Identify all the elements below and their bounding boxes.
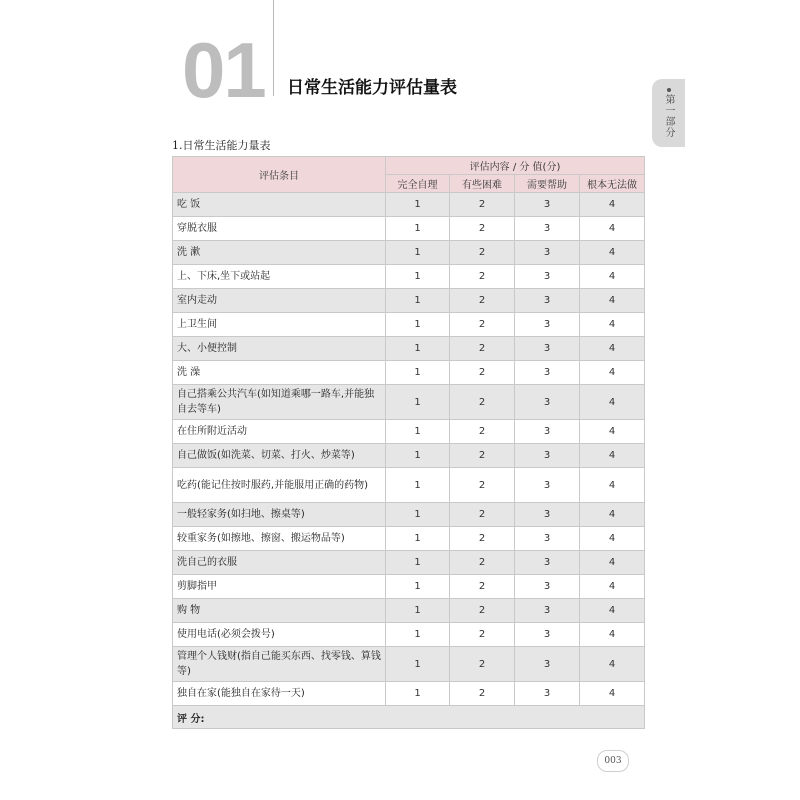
header-divider-line — [273, 0, 274, 96]
score-cell: 3 — [515, 551, 580, 575]
table-row — [173, 527, 645, 551]
score-cell: 2 — [450, 265, 515, 289]
score-cell: 2 — [450, 313, 515, 337]
item-cell: 独自在家(能独自在家待一天) — [173, 682, 386, 706]
item-cell: 一般轻家务(如扫地、擦桌等) — [173, 503, 386, 527]
bullet-dot-icon — [667, 88, 671, 92]
section-side-tab-label: 第一部分 — [663, 94, 674, 138]
table-row — [173, 313, 645, 337]
score-total-row — [173, 706, 645, 729]
score-cell: 3 — [515, 575, 580, 599]
score-cell: 1 — [386, 337, 450, 361]
table-row — [173, 289, 645, 313]
table-row — [173, 503, 645, 527]
score-cell: 3 — [515, 361, 580, 385]
item-cell: 洗 澡 — [173, 361, 386, 385]
score-cell: 3 — [515, 265, 580, 289]
score-cell: 4 — [580, 217, 645, 241]
score-cell: 2 — [450, 468, 515, 503]
score-cell: 3 — [515, 193, 580, 217]
page-number: 003 — [597, 750, 629, 772]
item-cell: 在住所附近活动 — [173, 420, 386, 444]
table-row — [173, 193, 645, 217]
score-cell: 1 — [386, 241, 450, 265]
score-cell: 1 — [386, 468, 450, 503]
item-cell: 吃 饭 — [173, 193, 386, 217]
score-cell: 1 — [386, 623, 450, 647]
item-cell: 使用电话(必须会拨号) — [173, 623, 386, 647]
chapter-title: 日常生活能力评估量表 — [287, 78, 457, 98]
score-cell: 2 — [450, 682, 515, 706]
score-cell: 2 — [450, 575, 515, 599]
item-cell: 上、下床,坐下或站起 — [173, 265, 386, 289]
score-cell: 1 — [386, 444, 450, 468]
table-row — [173, 265, 645, 289]
item-cell: 管理个人钱财(指自己能买东西、找零钱、算钱等) — [173, 647, 386, 682]
score-cell: 1 — [386, 289, 450, 313]
score-cell: 2 — [450, 361, 515, 385]
score-cell: 2 — [450, 241, 515, 265]
score-cell: 4 — [580, 599, 645, 623]
column-header: 根本无法做 — [580, 175, 645, 193]
item-column-header: 评估条目 — [173, 157, 386, 193]
score-cell: 4 — [580, 551, 645, 575]
section-side-tab — [652, 79, 685, 147]
score-cell: 3 — [515, 623, 580, 647]
score-cell: 2 — [450, 503, 515, 527]
adl-assessment-table — [172, 156, 645, 729]
table-caption: 1.日常生活能力量表 — [172, 139, 271, 152]
score-cell: 3 — [515, 337, 580, 361]
score-cell: 2 — [450, 385, 515, 420]
score-cell: 1 — [386, 313, 450, 337]
score-cell: 3 — [515, 241, 580, 265]
score-cell: 2 — [450, 444, 515, 468]
score-cell: 4 — [580, 361, 645, 385]
score-cell: 3 — [515, 444, 580, 468]
score-cell: 2 — [450, 599, 515, 623]
score-cell: 1 — [386, 503, 450, 527]
table-row — [173, 385, 645, 420]
table-row — [173, 337, 645, 361]
chapter-number: 01 — [182, 26, 265, 114]
score-cell: 4 — [580, 313, 645, 337]
column-header: 需要帮助 — [515, 175, 580, 193]
score-group-header: 评估内容 / 分 值(分) — [386, 157, 645, 175]
score-cell: 1 — [386, 551, 450, 575]
score-cell: 2 — [450, 289, 515, 313]
score-cell: 1 — [386, 599, 450, 623]
score-cell: 2 — [450, 337, 515, 361]
score-cell: 4 — [580, 289, 645, 313]
score-cell: 1 — [386, 647, 450, 682]
item-cell: 剪脚指甲 — [173, 575, 386, 599]
item-cell: 较重家务(如擦地、擦窗、搬运物品等) — [173, 527, 386, 551]
score-cell: 3 — [515, 503, 580, 527]
score-cell: 4 — [580, 682, 645, 706]
score-cell: 3 — [515, 217, 580, 241]
table-row — [173, 217, 645, 241]
score-cell: 4 — [580, 468, 645, 503]
score-cell: 1 — [386, 682, 450, 706]
score-total-label: 评 分: — [173, 706, 645, 729]
score-cell: 3 — [515, 385, 580, 420]
item-cell: 洗 漱 — [173, 241, 386, 265]
score-cell: 3 — [515, 420, 580, 444]
score-cell: 4 — [580, 337, 645, 361]
score-cell: 3 — [515, 289, 580, 313]
score-cell: 4 — [580, 503, 645, 527]
item-cell: 购 物 — [173, 599, 386, 623]
table-row — [173, 599, 645, 623]
item-cell: 洗自己的衣服 — [173, 551, 386, 575]
score-cell: 3 — [515, 682, 580, 706]
table-row — [173, 444, 645, 468]
score-cell: 4 — [580, 420, 645, 444]
score-cell: 2 — [450, 551, 515, 575]
score-cell: 3 — [515, 313, 580, 337]
score-cell: 2 — [450, 217, 515, 241]
table-row — [173, 361, 645, 385]
score-cell: 1 — [386, 361, 450, 385]
score-cell: 3 — [515, 468, 580, 503]
score-cell: 3 — [515, 647, 580, 682]
score-cell: 2 — [450, 623, 515, 647]
table-row — [173, 420, 645, 444]
table-row — [173, 551, 645, 575]
score-cell: 1 — [386, 217, 450, 241]
score-cell: 4 — [580, 647, 645, 682]
table-row — [173, 468, 645, 503]
score-cell: 1 — [386, 420, 450, 444]
score-cell: 2 — [450, 527, 515, 551]
item-cell: 穿脱衣服 — [173, 217, 386, 241]
score-cell: 1 — [386, 527, 450, 551]
score-cell: 4 — [580, 193, 645, 217]
column-header: 有些困难 — [450, 175, 515, 193]
score-cell: 2 — [450, 193, 515, 217]
item-cell: 自己搭乘公共汽车(如知道乘哪一路车,并能独自去等车) — [173, 385, 386, 420]
score-cell: 4 — [580, 265, 645, 289]
score-cell: 1 — [386, 193, 450, 217]
score-cell: 4 — [580, 385, 645, 420]
score-cell: 3 — [515, 527, 580, 551]
score-cell: 1 — [386, 385, 450, 420]
score-cell: 4 — [580, 623, 645, 647]
score-cell: 4 — [580, 527, 645, 551]
score-cell: 4 — [580, 241, 645, 265]
item-cell: 大、小便控制 — [173, 337, 386, 361]
table-row — [173, 682, 645, 706]
item-cell: 吃药(能记住按时服药,并能服用正确的药物) — [173, 468, 386, 503]
item-cell: 上卫生间 — [173, 313, 386, 337]
table-row — [173, 575, 645, 599]
score-cell: 2 — [450, 420, 515, 444]
table-row — [173, 647, 645, 682]
score-cell: 4 — [580, 575, 645, 599]
score-cell: 3 — [515, 599, 580, 623]
score-cell: 1 — [386, 575, 450, 599]
column-header: 完全自理 — [386, 175, 450, 193]
table-row — [173, 623, 645, 647]
score-cell: 4 — [580, 444, 645, 468]
score-cell: 1 — [386, 265, 450, 289]
score-cell: 2 — [450, 647, 515, 682]
item-cell: 自己做饭(如洗菜、切菜、打火、炒菜等) — [173, 444, 386, 468]
table-row — [173, 241, 645, 265]
item-cell: 室内走动 — [173, 289, 386, 313]
